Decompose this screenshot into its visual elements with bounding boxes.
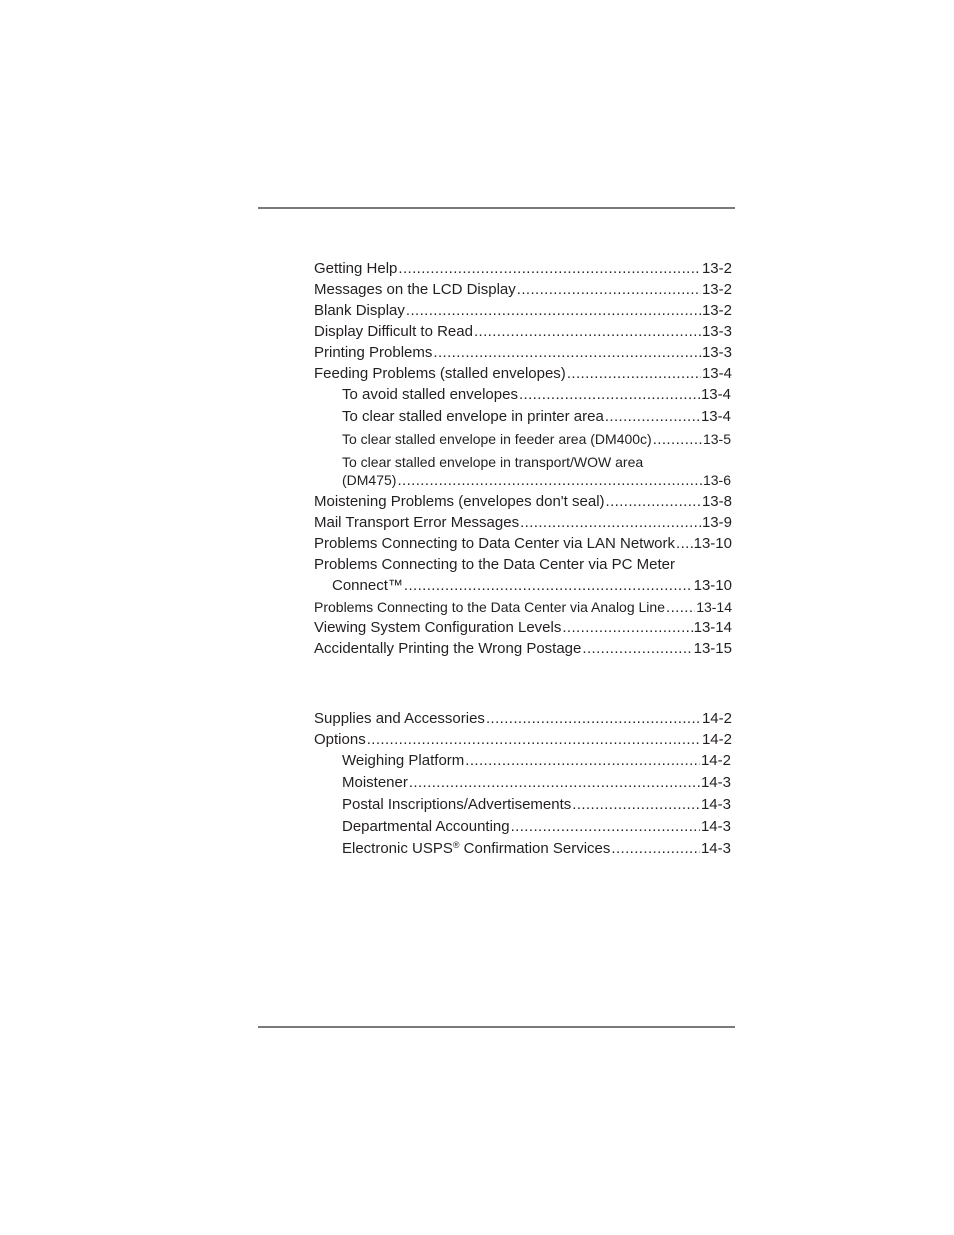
toc-entry-title: Weighing Platform — [342, 752, 465, 769]
toc-entry-page: 14-2 — [701, 710, 732, 727]
toc-entry[interactable] — [314, 709, 732, 729]
toc-entry[interactable] — [314, 597, 732, 617]
toc-entry[interactable] — [314, 534, 732, 554]
toc-entry[interactable] — [314, 343, 732, 363]
toc-entry-page: 14-3 — [700, 840, 731, 857]
toc-entry[interactable] — [314, 280, 732, 300]
toc-entry-title: Mail Transport Error Messages — [314, 514, 520, 531]
toc-entry-title: Printing Problems — [314, 344, 433, 361]
toc-entry[interactable] — [314, 259, 732, 279]
toc-entry[interactable] — [314, 513, 732, 533]
toc-entry-title: Options — [314, 731, 366, 748]
toc-entry-page: 13-9 — [701, 514, 732, 531]
toc-entry-page: 14-3 — [700, 774, 731, 791]
toc-entry-title: Supplies and Accessories — [314, 710, 485, 727]
toc-entry-page: 13-10 — [693, 535, 732, 552]
toc-entry-page: 13-4 — [700, 386, 731, 403]
toc-entry-title-line2: Connect™ — [332, 577, 403, 594]
toc-entry-page: 13-4 — [700, 408, 731, 425]
toc-subentry[interactable] — [342, 429, 731, 449]
toc-entry[interactable] — [314, 618, 732, 638]
toc-entry-title: Accidentally Printing the Wrong Postage — [314, 640, 582, 657]
toc-entry-title-line2: (DM475) — [342, 472, 397, 488]
toc-entry-page: 13-15 — [693, 640, 732, 657]
bottom-rule — [258, 1026, 735, 1028]
toc-entry-title: Problems Connecting to Data Center via LAN Network — [314, 535, 675, 552]
toc-entry[interactable] — [314, 322, 732, 342]
toc-entry-page: 13-8 — [701, 493, 732, 510]
toc-entry-title: Viewing System Configuration Levels — [314, 619, 562, 636]
toc-entry-page: 13-2 — [701, 302, 732, 319]
toc-entry-page: 13-6 — [702, 472, 731, 488]
toc-subentry[interactable] — [342, 817, 731, 837]
toc-entry-title: Electronic USPS® Confirmation Services — [342, 840, 611, 857]
toc-entry[interactable] — [314, 301, 732, 321]
toc-entry-title: Moistener — [342, 774, 408, 791]
toc-entry[interactable] — [332, 576, 732, 596]
toc-subentry[interactable] — [342, 470, 731, 490]
toc-entry-page: 13-2 — [701, 281, 732, 298]
toc-entry-title-line1: To clear stalled envelope in transport/WOW area — [342, 454, 644, 470]
toc-subentry[interactable] — [342, 385, 731, 405]
toc-entry-title: To clear stalled envelope in feeder area (DM400c) — [342, 431, 652, 447]
toc-entry-title: Blank Display — [314, 302, 405, 319]
toc-entry-page: 13-14 — [696, 599, 732, 615]
toc-entry[interactable] — [314, 639, 732, 659]
toc-entry-page: 13-4 — [701, 365, 732, 382]
top-rule — [258, 207, 735, 209]
toc-entry[interactable] — [314, 730, 732, 750]
toc-subentry[interactable] — [342, 751, 731, 771]
toc-entry-page: 14-2 — [701, 731, 732, 748]
toc-entry-page: 13-5 — [702, 431, 731, 447]
toc-subentry[interactable] — [342, 795, 731, 815]
toc-entry-title: Feeding Problems (stalled envelopes) — [314, 365, 566, 382]
registered-mark: ® — [452, 840, 460, 850]
toc-entry-title: To clear stalled envelope in printer area — [342, 408, 604, 425]
toc-entry-title: Postal Inscriptions/Advertisements — [342, 796, 572, 813]
toc-entry-title: Departmental Accounting — [342, 818, 510, 835]
toc-subentry[interactable] — [342, 773, 731, 793]
toc-entry-page: 13-14 — [693, 619, 732, 636]
toc-entry[interactable] — [314, 492, 732, 512]
toc-entry[interactable] — [314, 364, 732, 384]
toc-entry-page: 13-3 — [701, 323, 732, 340]
toc-entry-page: 14-3 — [700, 818, 731, 835]
toc-entry-title: To avoid stalled envelopes — [342, 386, 518, 403]
toc-entry-page: 14-2 — [700, 752, 731, 769]
toc-entry-title: Getting Help — [314, 260, 398, 277]
toc-entry-page: 13-2 — [701, 260, 732, 277]
toc-entry-title: Messages on the LCD Display — [314, 281, 516, 298]
toc-entry-title: Display Difficult to Read — [314, 323, 473, 340]
toc-subentry[interactable] — [342, 407, 731, 427]
toc-entry-title-line1: Problems Connecting to the Data Center via PC Meter — [314, 556, 676, 573]
toc-entry-page: 14-3 — [700, 796, 731, 813]
toc-entry-page: 13-3 — [701, 344, 732, 361]
toc-entry-title: Moistening Problems (envelopes don't seal) — [314, 493, 605, 510]
toc-entry-title: Problems Connecting to the Data Center via Analog Line — [314, 599, 665, 615]
toc-subentry[interactable] — [342, 839, 731, 859]
toc-entry-page: 13-10 — [693, 577, 732, 594]
